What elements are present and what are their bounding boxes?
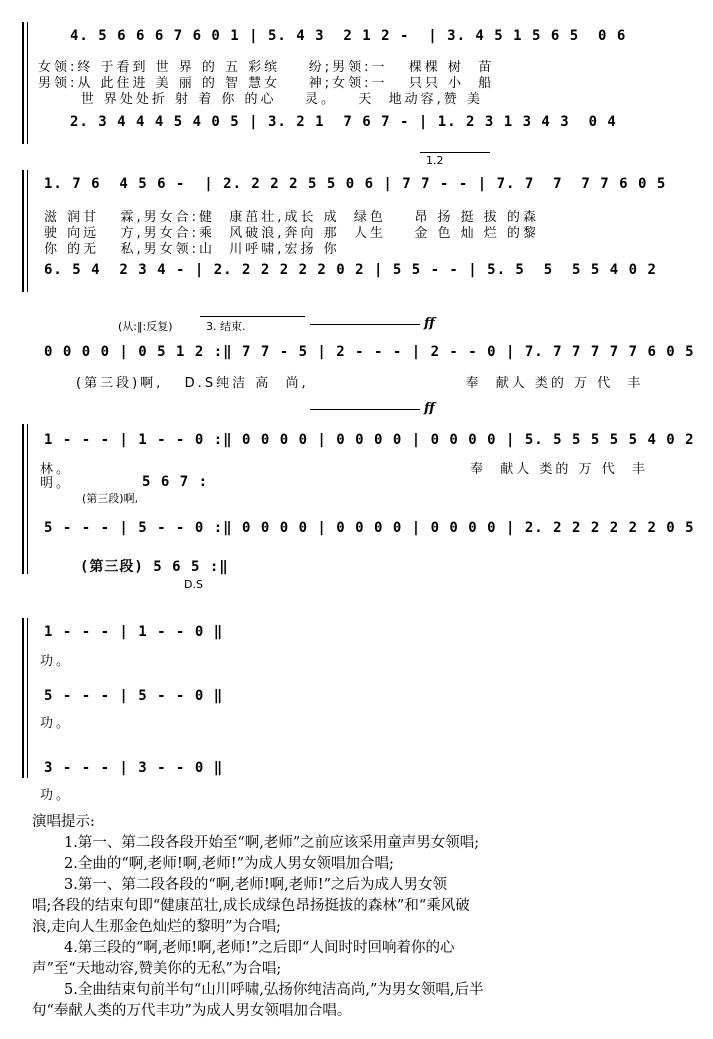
dynamic-marking: ff — [424, 401, 435, 416]
ds-marking: D.S — [184, 578, 203, 591]
system-bracket — [22, 618, 24, 778]
repeat-note: (从:‖:反复) — [118, 320, 173, 333]
staff-line: 5 6 7 : — [142, 474, 209, 490]
lyric-line: (第三段)啊, D.S纯洁 高 尚, 奉 献人 类的 万 代 丰 — [76, 376, 644, 391]
staff-line: 6. 5 4 2 3 4 - | 2. 2 2 2 2 2 0 2 | 5 5 - - | 5. 5 5 5 5 4 0 2 — [44, 262, 657, 278]
staff-line: 5 - - - | 5 - - 0 :‖ 0 0 0 0 | 0 0 0 0 | 0 0 0 0 | 2. 2 2 2 2 2 2 0 5 — [44, 520, 695, 536]
lyric-line: (第三段)啊, — [82, 492, 139, 505]
lyric-line: 林。 — [40, 462, 73, 477]
lyric-line: 明。 — [40, 476, 73, 491]
staff-line: (第三段) 5 6 5 :‖ — [80, 559, 229, 575]
tip-line: 唱;各段的结束句即“健康茁壮,成长成绿色昂扬挺拔的森林”和“乘风破 — [32, 898, 470, 914]
system-bracket — [22, 424, 24, 574]
lyric-line: 你 的无 私,男女领:山 川呼啸,宏扬 你 — [44, 242, 340, 257]
tip-line: 5.全曲结束句前半句“山川呼啸,弘扬你纯洁高尚,”为男女领唱,后半 — [64, 982, 484, 998]
system-bracket — [22, 22, 24, 144]
dynamic-marking: ff — [424, 316, 435, 331]
tip-line: 句“奉献人类的万代丰功”为成人男女领唱加合唱。 — [32, 1003, 352, 1019]
lyric-line: 功。 — [40, 654, 73, 669]
volta-bracket — [420, 152, 490, 153]
system-bracket — [22, 170, 24, 292]
crescendo-hairpin — [310, 409, 420, 410]
lyric-line: 功。 — [40, 788, 73, 803]
lyric-line: 女领:终 于看到 世 界 的 五 彩缤 纷;男领:一 棵棵 树 苗 — [38, 60, 495, 75]
staff-line: 1 - - - | 1 - - 0 :‖ 0 0 0 0 | 0 0 0 0 | 0 0 0 0 | 5. 5 5 5 5 5 4 0 2 — [44, 432, 695, 448]
lyric-line: 驶 向远 方,男女合:乘 风破浪,奔向 那 人生 金 色 灿 烂 的黎 — [44, 226, 539, 241]
tip-line: 4.第三段的“啊,老师!啊,老师!”之后即“人间时时回响着你的心 — [64, 940, 455, 956]
crescendo-hairpin — [310, 324, 420, 325]
staff-line: 2. 3 4 4 4 5 4 0 5 | 3. 2 1 7 6 7 - | 1. 2 3 1 3 4 3 0 4 — [70, 114, 617, 130]
ending-bracket — [200, 316, 305, 317]
staff-line: 0 0 0 0 | 0 5 1 2 :‖ 7 7 - 5 | 2 - - - | 2 - - 0 | 7. 7 7 7 7 7 6 0 5 — [44, 344, 695, 360]
lyric-line: 奉 献人 类的 万 代 丰 — [470, 462, 648, 477]
tip-line: 2.全曲的“啊,老师!啊,老师!”为成人男女领唱加合唱; — [64, 856, 394, 872]
tip-line: 浪,走向人生那金色灿烂的黎明”为合唱; — [32, 919, 281, 935]
lyric-line: 世 界处处折 射 着 你 的心 灵。 天 地动容,赞 美 — [38, 92, 483, 107]
staff-line: 1 - - - | 1 - - 0 ‖ — [44, 624, 224, 640]
tip-line: 声”至“天地动容,赞美你的无私”为合唱; — [32, 961, 282, 977]
staff-line: 5 - - - | 5 - - 0 ‖ — [44, 688, 224, 704]
lyric-line: 滋 润甘 霖,男女合:健 康茁壮,成长 成 绿色 昂 扬 挺 拔 的森 — [44, 210, 539, 225]
volta-label: 1.2 — [426, 154, 444, 167]
tip-line: 1.第一、第二段各段开始至“啊,老师”之前应该采用童声男女领唱; — [64, 835, 480, 851]
tips-title: 演唱提示: — [32, 814, 95, 830]
lyric-line: 功。 — [40, 716, 73, 731]
staff-line: 3 - - - | 3 - - 0 ‖ — [44, 760, 224, 776]
ending-label: 3. 结束. — [206, 320, 246, 333]
staff-line: 4. 5 6 6 6 7 6 0 1 | 5. 4 3 2 1 2 - | 3. 4 5 1 5 6 5 0 6 — [70, 28, 627, 44]
tip-line: 3.第一、第二段各段的“啊,老师!啊,老师!”之后为成人男女领 — [64, 877, 448, 893]
staff-line: 1. 7 6 4 5 6 - | 2. 2 2 2 5 5 0 6 | 7 7 - - | 7. 7 7 7 7 6 0 5 — [44, 176, 667, 192]
lyric-line: 男领:从 此住进 美 丽 的 智 慧女 神;女领:一 只只 小 船 — [38, 76, 495, 91]
